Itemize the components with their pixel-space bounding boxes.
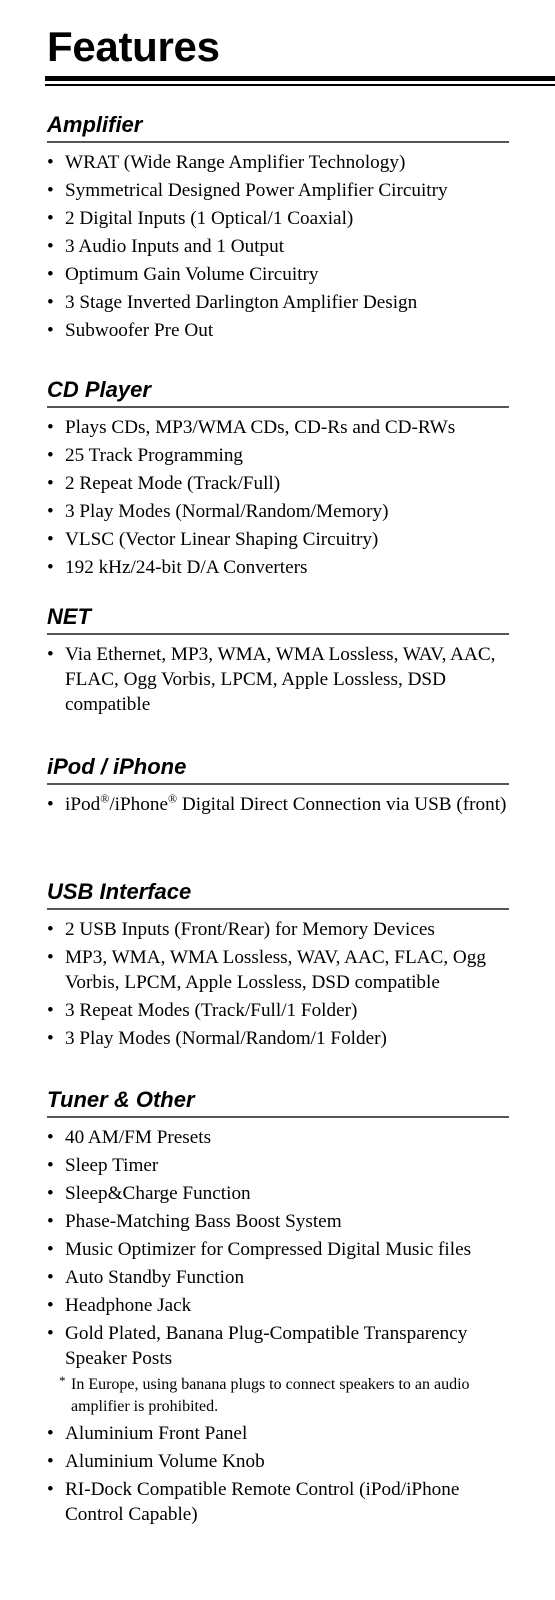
section-cd-player: [47, 376, 509, 583]
list-item: • Subwoofer Pre Out: [47, 318, 509, 343]
item-text: Digital Direct Connection via USB (front): [177, 794, 507, 815]
footnote-marker: *: [59, 1373, 66, 1388]
section-heading: Tuner & Other: [47, 1086, 509, 1118]
list-item: • VLSC (Vector Linear Shaping Circuitry): [47, 527, 509, 552]
list-item: • Gold Plated, Banana Plug-Compatible Transparency Speaker Posts: [47, 1321, 509, 1371]
list-item: • Phase-Matching Bass Boost System: [47, 1209, 509, 1234]
item-text: /iPhone: [109, 794, 168, 815]
list-item: • 192 kHz/24-bit D/A Converters: [47, 555, 509, 580]
feature-list: [47, 642, 509, 717]
list-item: • Plays CDs, MP3/WMA CDs, CD-Rs and CD-RWs: [47, 415, 509, 440]
section-usb-interface: [47, 878, 509, 1054]
list-item: • Music Optimizer for Compressed Digital Music files: [47, 1237, 509, 1262]
footnote: [59, 1374, 509, 1418]
list-item: • 3 Play Modes (Normal/Random/1 Folder): [47, 1026, 509, 1051]
list-item: • 3 Stage Inverted Darlington Amplifier Design: [47, 290, 509, 315]
feature-list: [47, 792, 509, 817]
section-net: [47, 603, 509, 720]
list-item: • 25 Track Programming: [47, 443, 509, 468]
list-item: • Via Ethernet, MP3, WMA, WMA Lossless, WAV, AAC, FLAC, Ogg Vorbis, LPCM, Apple Lossless, DSD compatible: [47, 642, 509, 717]
feature-list: [47, 1125, 509, 1371]
footnote-text: In Europe, using banana plugs to connect speakers to an audio amplifier is prohibited.: [71, 1376, 470, 1415]
section-heading: CD Player: [47, 376, 509, 408]
list-item: • Symmetrical Designed Power Amplifier Circuitry: [47, 178, 509, 203]
section-heading: NET: [47, 603, 509, 635]
section-tuner-other: [47, 1086, 509, 1530]
list-item: • Headphone Jack: [47, 1293, 509, 1318]
list-item: • RI-Dock Compatible Remote Control (iPod/iPhone Control Capable): [47, 1477, 509, 1527]
list-item: • Aluminium Volume Knob: [47, 1449, 509, 1474]
list-item: • WRAT (Wide Range Amplifier Technology): [47, 150, 509, 175]
list-item: [47, 792, 509, 817]
page-title: Features: [47, 23, 220, 70]
registered-mark: ®: [167, 791, 178, 806]
list-item: • Sleep&Charge Function: [47, 1181, 509, 1206]
feature-list: [47, 150, 509, 343]
list-item: • MP3, WMA, WMA Lossless, WAV, AAC, FLAC, Ogg Vorbis, LPCM, Apple Lossless, DSD compatible: [47, 945, 509, 995]
item-text: iPod: [65, 794, 101, 815]
list-item: • Aluminium Front Panel: [47, 1421, 509, 1446]
section-heading: Amplifier: [47, 111, 509, 143]
section-heading: USB Interface: [47, 878, 509, 910]
feature-list: [47, 1421, 509, 1527]
list-item: • 3 Play Modes (Normal/Random/Memory): [47, 499, 509, 524]
feature-list: [47, 917, 509, 1051]
feature-list: [47, 415, 509, 580]
list-item: • 3 Repeat Modes (Track/Full/1 Folder): [47, 998, 509, 1023]
list-item: • 40 AM/FM Presets: [47, 1125, 509, 1150]
registered-mark: ®: [100, 791, 110, 806]
list-item: • Sleep Timer: [47, 1153, 509, 1178]
section-heading: iPod / iPhone: [47, 753, 509, 785]
title-rule-thin: [45, 84, 555, 86]
list-item: • 2 Repeat Mode (Track/Full): [47, 471, 509, 496]
list-item: • Auto Standby Function: [47, 1265, 509, 1290]
title-rule-thick: [45, 76, 555, 81]
section-amplifier: [47, 111, 509, 346]
list-item: • 3 Audio Inputs and 1 Output: [47, 234, 509, 259]
section-ipod-iphone: [47, 753, 509, 820]
list-item: • Optimum Gain Volume Circuitry: [47, 262, 509, 287]
list-item: • 2 USB Inputs (Front/Rear) for Memory Devices: [47, 917, 509, 942]
list-item: • 2 Digital Inputs (1 Optical/1 Coaxial): [47, 206, 509, 231]
